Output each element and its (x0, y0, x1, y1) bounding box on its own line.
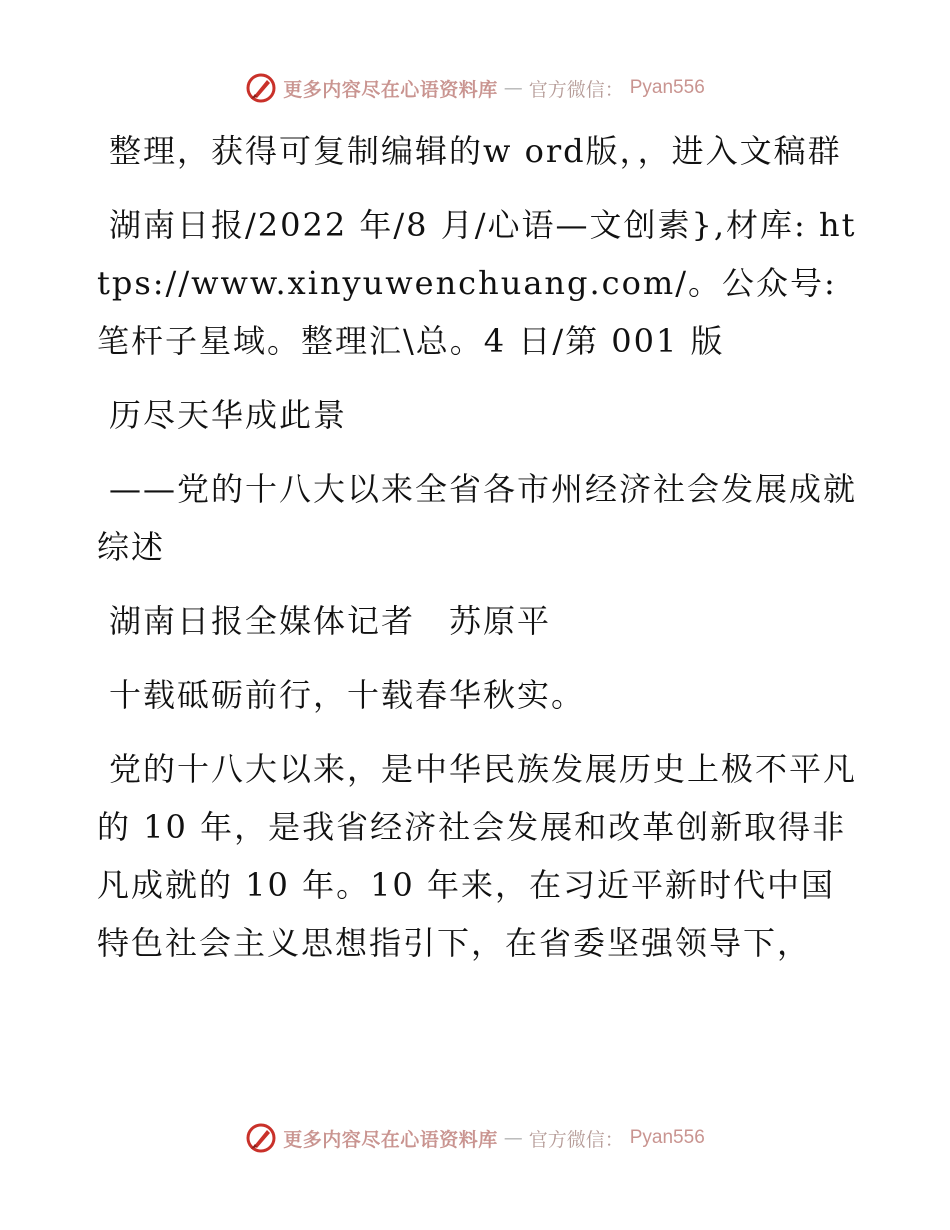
article-byline: 湖南日报全媒体记者 苏原平 (109, 602, 552, 640)
footer-banner-sub-text: 官方微信： (528, 1128, 624, 1151)
article-title: 历尽天华成此景 (109, 396, 348, 434)
footer-banner-wechat-id: Pyan556 (629, 1127, 705, 1148)
paragraph-source: 湖南日报/2022 年/8 月/心语—文创素},材库: https://www.xinyuwenchuang.com/。公众号: 笔杆子星域。整理汇\总。4 日/第 001 版 (97, 206, 857, 360)
pen-logo-icon (245, 1122, 277, 1154)
header-banner-wechat-id: Pyan556 (629, 77, 705, 98)
header-banner-main-text: 更多内容尽在心语资料库 (283, 78, 498, 101)
header-banner-dash: — (503, 77, 523, 99)
paragraph-body: 党的十八大以来，是中华民族发展历史上极不平凡的 10 年，是我省经济社会发展和改革创新取得非凡成就的 10 年。10 年来，在习近平新时代中国特色社会主义思想指引下，在省委坚强领导下， (97, 750, 858, 962)
footer-banner (0, 1122, 950, 1154)
footer-banner-dash: — (503, 1127, 523, 1149)
header-banner-sub-text: 官方微信： (528, 78, 624, 101)
pen-logo-icon (245, 72, 277, 104)
document-body (97, 122, 857, 988)
footer-banner-main-text: 更多内容尽在心语资料库 (283, 1128, 498, 1151)
paragraph-lead: 十载砥砺前行，十载春华秋实。 (109, 676, 586, 714)
header-banner (0, 72, 950, 104)
article-subtitle: ——党的十八大以来全省各市州经济社会发展成就综述 (97, 470, 858, 566)
paragraph-intro: 整理，获得可复制编辑的w ord版，，进入文稿群 (109, 132, 842, 170)
